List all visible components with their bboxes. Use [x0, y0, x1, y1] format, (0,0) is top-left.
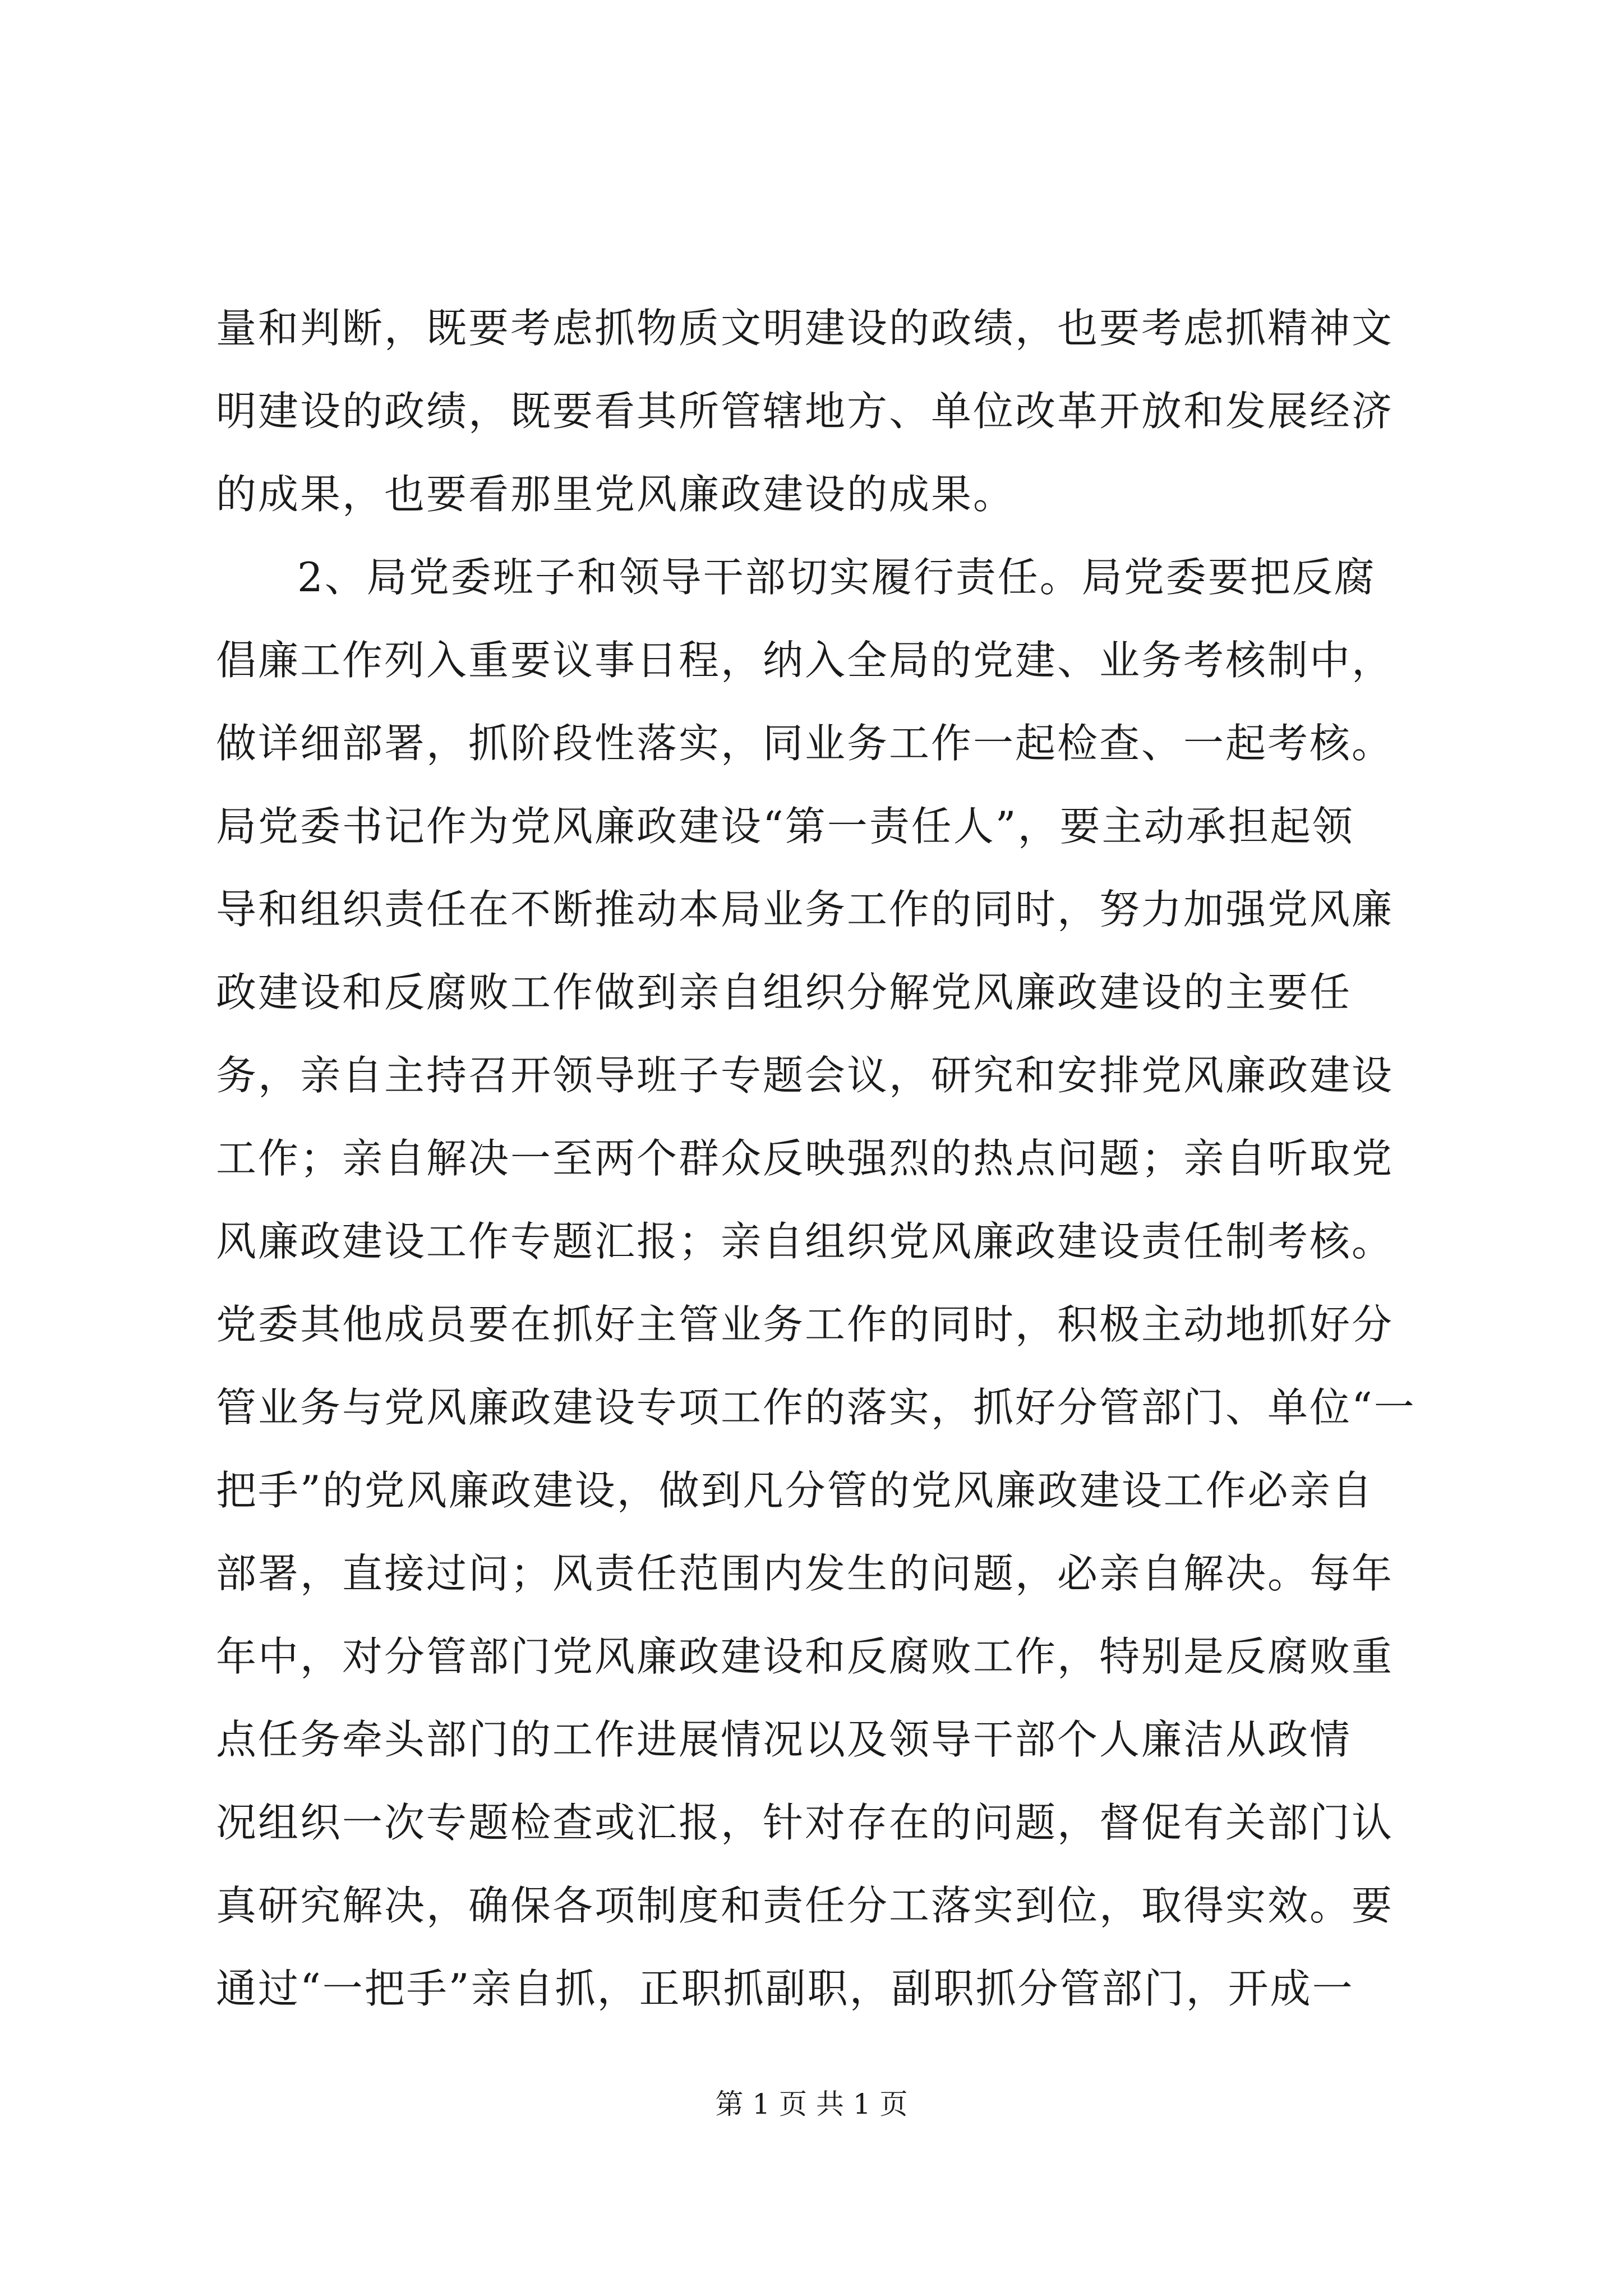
text-line-2: 明建设的政绩，既要看其所管辖地方、单位改革开放和发展经济 — [216, 388, 1394, 435]
page-number-footer: 第 1 页 共 1 页 — [715, 2088, 908, 2120]
text-line-6: 做详细部署，抓阶段性落实，同业务工作一起检查、一起考核。 — [216, 720, 1394, 767]
text-line-19: 况组织一次专题检查或汇报，针对存在的问题，督促有关部门认 — [216, 1799, 1394, 1846]
text-line-13: 党委其他成员要在抓好主管业务工作的同时，积极主动地抓好分 — [216, 1301, 1394, 1348]
text-line-10: 务，亲自主持召开领导班子专题会议，研究和安排党风廉政建设 — [216, 1052, 1394, 1099]
text-line-21: 通过“一把手”亲自抓，正职抓副职，副职抓分管部门，开成一 — [216, 1965, 1354, 2012]
text-line-12: 风廉政建设工作专题汇报；亲自组织党风廉政建设责任制考核。 — [216, 1218, 1394, 1265]
text-line-5: 倡廉工作列入重要议事日程，纳入全局的党建、业务考核制中， — [216, 637, 1394, 684]
text-line-16: 部署，直接过问；风责任范围内发生的问题，必亲自解决。每年 — [216, 1550, 1394, 1597]
text-line-7: 局党委书记作为党风廉政建设“第一责任人”，要主动承担起领 — [216, 803, 1354, 850]
text-line-11: 工作；亲自解决一至两个群众反映强烈的热点问题；亲自听取党 — [216, 1135, 1394, 1182]
text-line-3: 的成果，也要看那里党风廉政建设的成果。 — [216, 471, 1016, 518]
text-line-17: 年中，对分管部门党风廉政建设和反腐败工作，特别是反腐败重 — [216, 1633, 1394, 1680]
text-line-18: 点任务牵头部门的工作进展情况以及领导干部个人廉洁从政情 — [216, 1716, 1352, 1763]
text-line-15: 把手”的党风廉政建设，做到凡分管的党风廉政建设工作必亲自 — [216, 1467, 1374, 1514]
text-line-4: 2、局党委班子和领导干部切实履行责任。局党委要把反腐 — [297, 554, 1376, 601]
text-line-20: 真研究解决，确保各项制度和责任分工落实到位，取得实效。要 — [216, 1882, 1394, 1929]
text-line-9: 政建设和反腐败工作做到亲自组织分解党风廉政建设的主要任 — [216, 969, 1352, 1016]
text-line-8: 导和组织责任在不断推动本局业务工作的同时，努力加强党风廉 — [216, 886, 1394, 933]
text-line-14: 管业务与党风廉政建设专项工作的落实，抓好分管部门、单位“一 — [216, 1384, 1416, 1431]
text-line-1: 量和判断，既要考虑抓物质文明建设的政绩，也要考虑抓精神文 — [216, 305, 1394, 352]
